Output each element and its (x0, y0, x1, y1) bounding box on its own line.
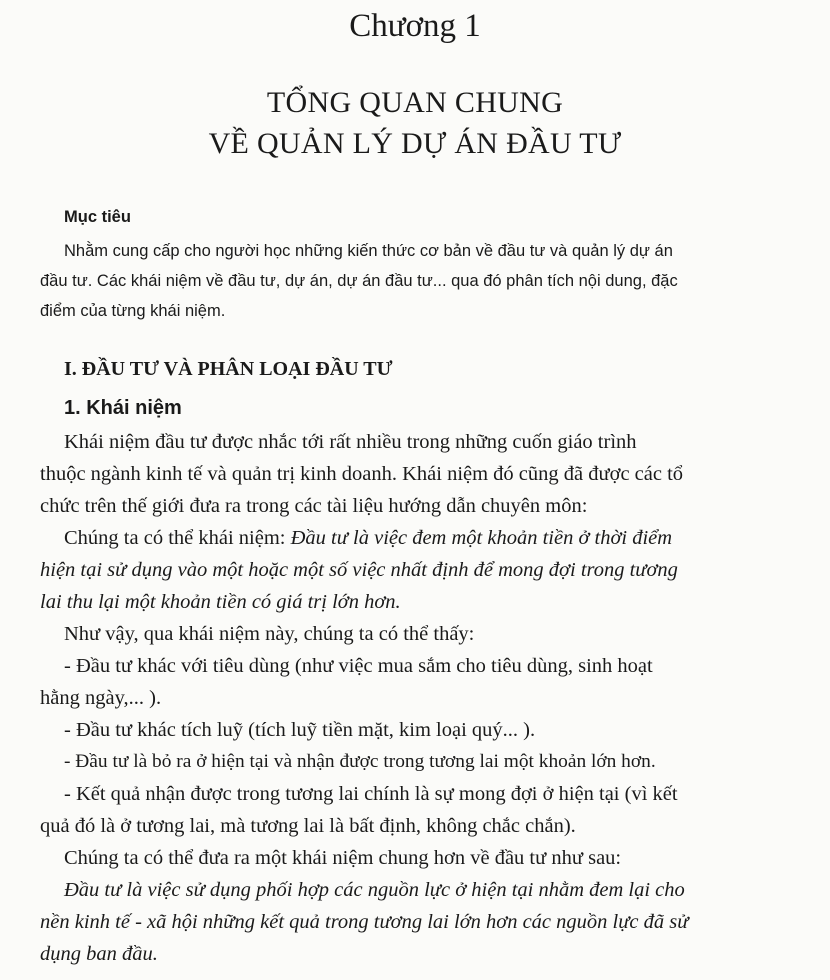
bullet-line: quả đó là ở tương lai, mà tương lai là bất định, không chắc chắn). (40, 815, 576, 837)
paragraph-line: Khái niệm đầu tư được nhắc tới rất nhiều trong những cuốn giáo trình (64, 431, 637, 453)
bullet-line: hằng ngày,... ). (40, 687, 162, 709)
bullet-line: - Kết quả nhận được trong tương lai chính là sự mong đợi ở hiện tại (vì kết (64, 783, 678, 805)
bullet-3 (64, 746, 794, 778)
paragraph-2 (40, 522, 794, 618)
chapter-title-line-1: TỔNG QUAN CHUNG (266, 86, 564, 119)
paragraph-line: Như vậy, qua khái niệm này, chúng ta có thể thấy: (64, 623, 475, 645)
paragraph-5 (40, 874, 794, 970)
objective-heading: Mục tiêu (64, 208, 131, 226)
paragraph-line: Chúng ta có thể đưa ra một khái niệm chung hơn về đầu tư như sau: (64, 847, 622, 869)
bullet-line: - Đầu tư khác với tiêu dùng (như việc mua sắm cho tiêu dùng, sinh hoạt (64, 655, 653, 677)
paragraph-line (64, 522, 794, 554)
objective-line-2: đầu tư. Các khái niệm về đầu tư, dự án, dự án đầu tư... qua đó phân tích nội dung, đặc (40, 272, 678, 290)
bullet-line: - Đầu tư là bỏ ra ở hiện tại và nhận được trong tương lai một khoản lớn hơn. (64, 751, 656, 772)
bullet-1 (40, 650, 794, 714)
definition-italic: lai thu lại một khoản tiền có giá trị lớn hơn. (40, 591, 401, 613)
paragraph-1 (40, 426, 794, 522)
definition-italic: Đầu tư là việc đem một khoản tiền ở thời điểm (290, 527, 673, 549)
paragraph-line: thuộc ngành kinh tế và quản trị kinh doanh. Khái niệm đó cũng đã được các tổ (40, 463, 684, 485)
objective-line-1: Nhằm cung cấp cho người học những kiến thức cơ bản về đầu tư và quản lý dự án (64, 242, 673, 260)
definition-italic: nền kinh tế - xã hội những kết quả trong tương lai lớn hơn các nguồn lực đã sử (40, 911, 689, 933)
paragraph-3 (64, 618, 794, 650)
definition-italic: hiện tại sử dụng vào một hoặc một số việc nhất định để mong đợi trong tương (40, 559, 678, 581)
bullet-2 (64, 714, 794, 746)
chapter-title-line-2: VỀ QUẢN LÝ DỰ ÁN ĐẦU TƯ (208, 127, 622, 160)
objective-line-3: điểm của từng khái niệm. (40, 302, 226, 320)
body-text (40, 426, 794, 970)
bullet-line: - Đầu tư khác tích luỹ (tích luỹ tiền mặt, kim loại quý... ). (64, 719, 536, 741)
definition-italic: Đầu tư là việc sử dụng phối hợp các nguồn lực ở hiện tại nhằm đem lại cho (64, 879, 685, 901)
section-heading: I. ĐẦU TƯ VÀ PHÂN LOẠI ĐẦU TƯ (64, 358, 393, 380)
objective-text (40, 236, 764, 326)
chapter-title (0, 82, 830, 164)
bullet-4 (40, 778, 794, 842)
definition-italic: dụng ban đầu. (40, 943, 158, 965)
chapter-label: Chương 1 (349, 8, 481, 44)
paragraph-line: chức trên thế giới đưa ra trong các tài liệu hướng dẫn chuyên môn: (40, 495, 588, 517)
paragraph-4 (64, 842, 794, 874)
definition-lead: Chúng ta có thể khái niệm: (64, 527, 291, 549)
subsection-heading: 1. Khái niệm (64, 397, 182, 419)
